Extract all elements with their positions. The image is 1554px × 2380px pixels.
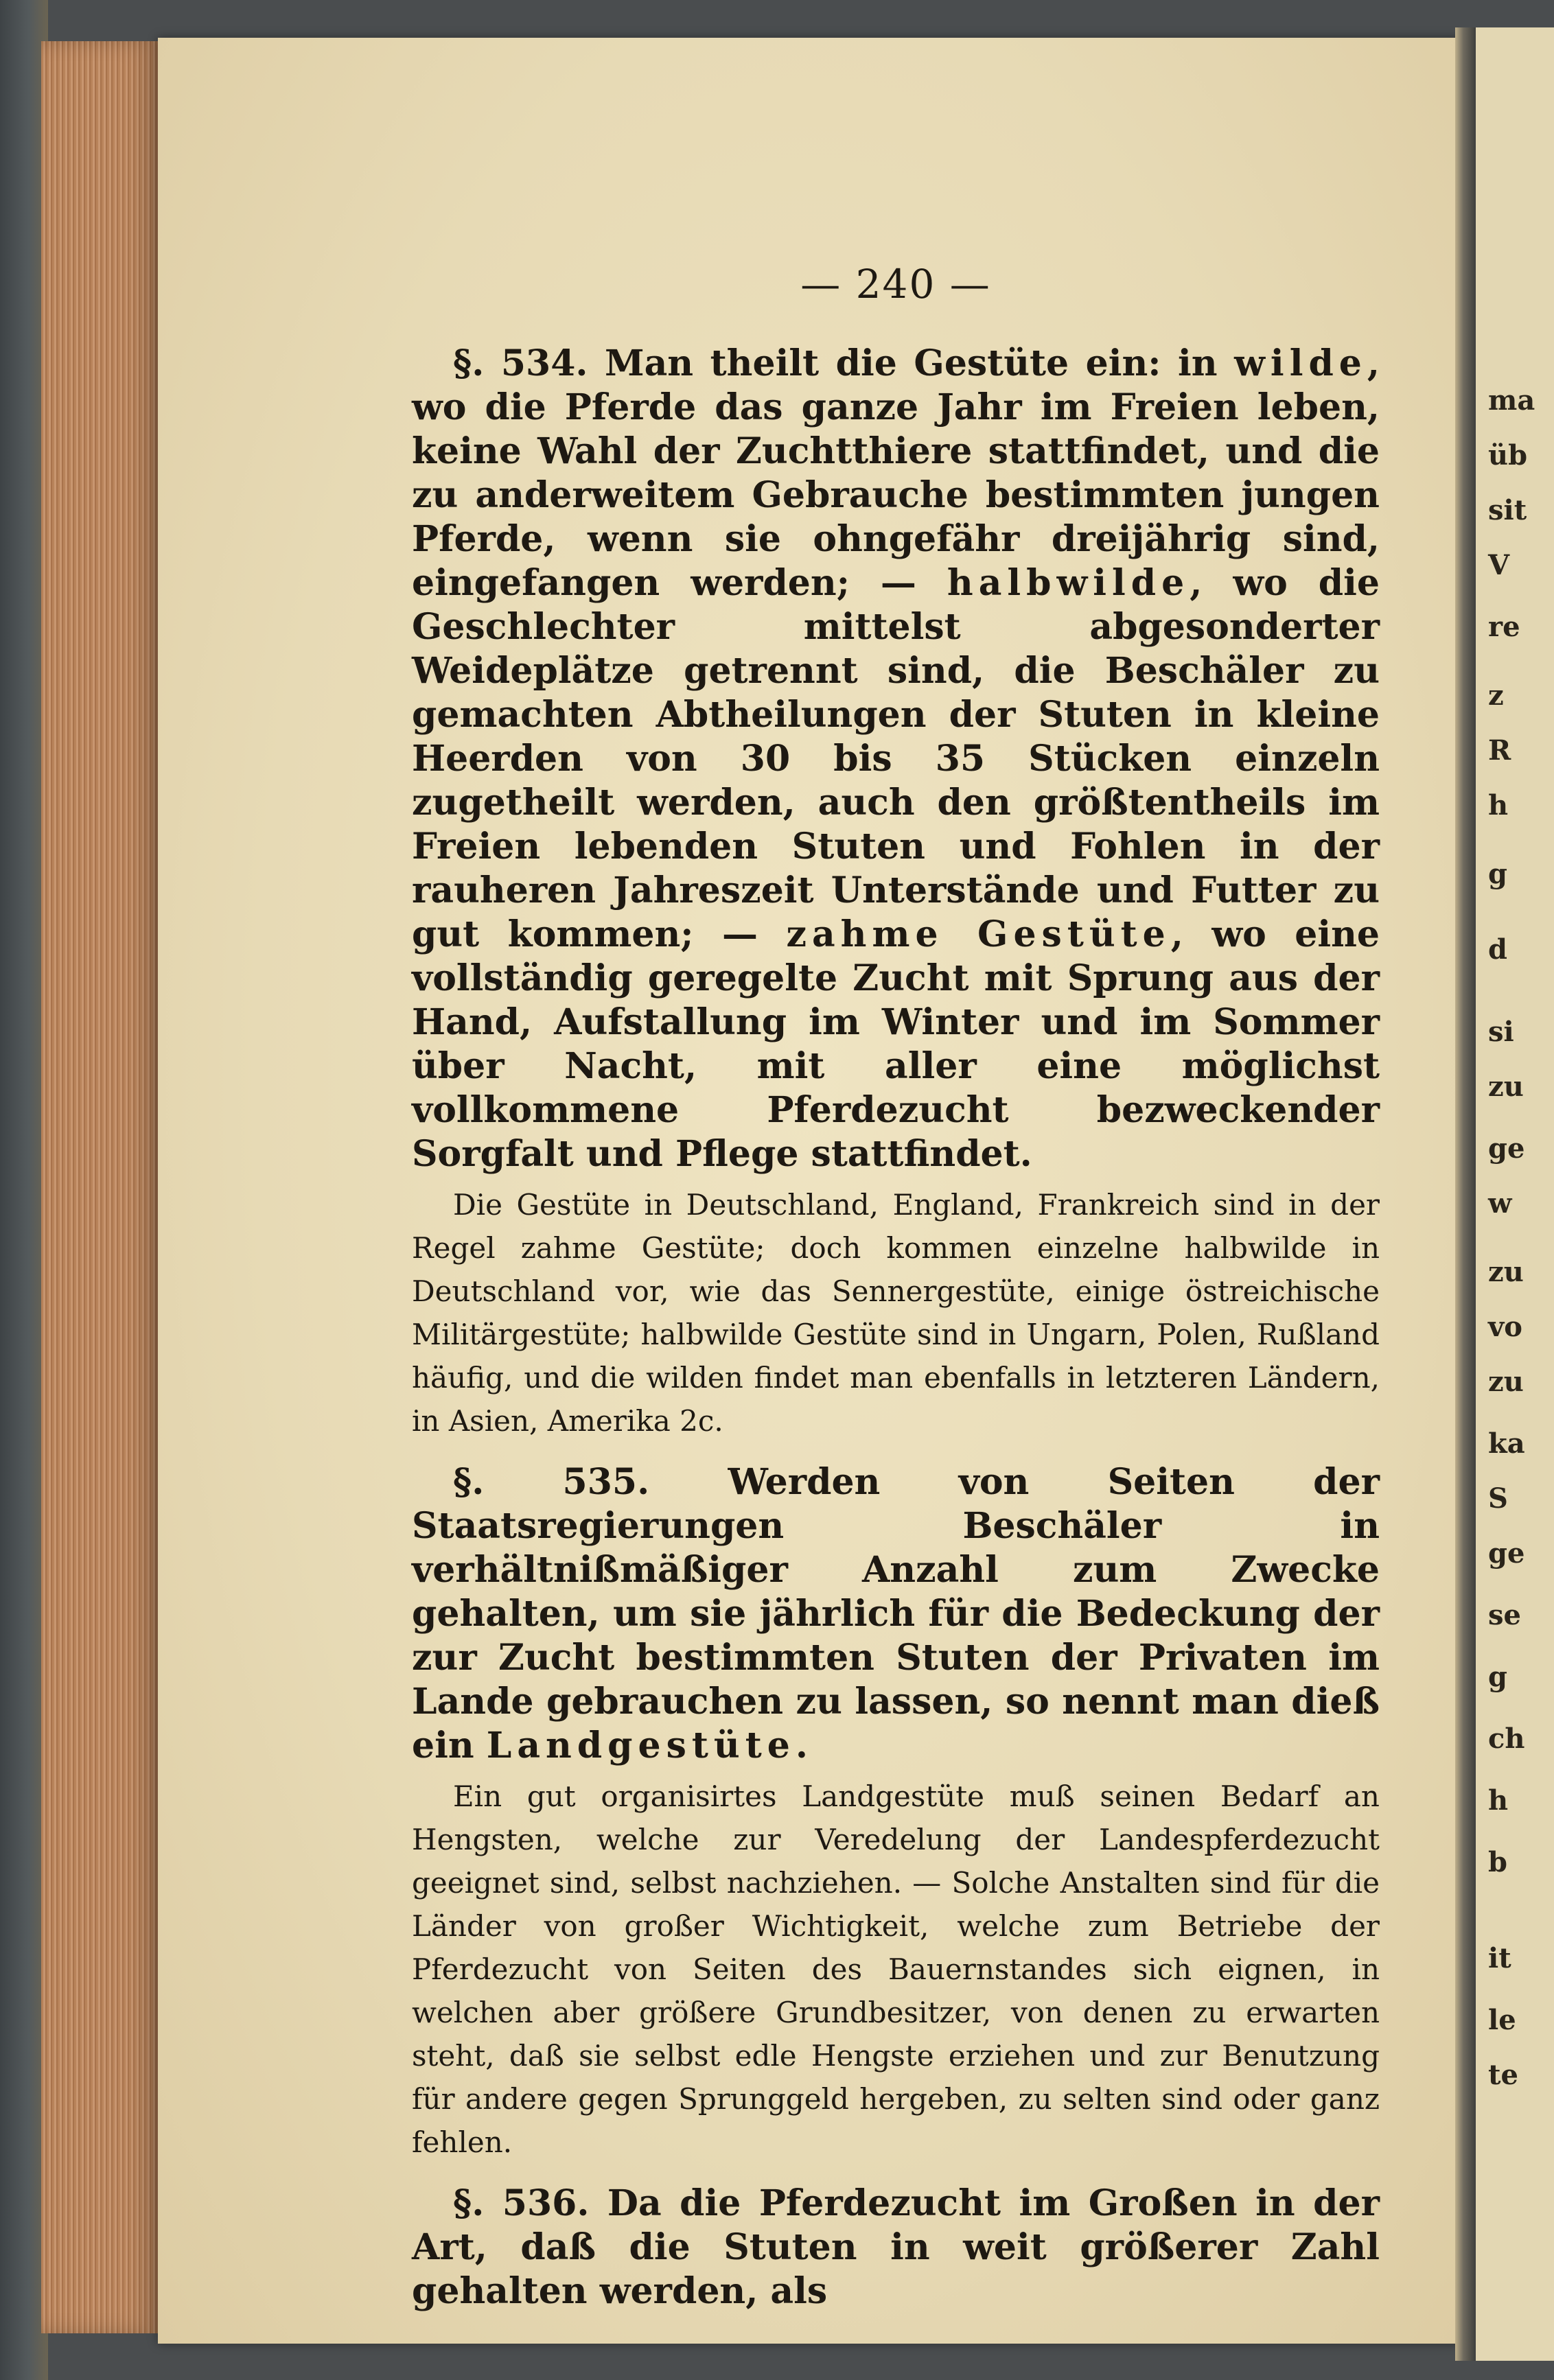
facing-page-text: ge <box>1488 1132 1525 1165</box>
section-paragraph <box>412 1460 1380 1768</box>
emphasized-term: Landgestüte <box>486 1725 796 1766</box>
page-number: — 240 — <box>800 261 991 307</box>
facing-page-text: ma <box>1488 384 1535 417</box>
section-paragraph <box>412 342 1380 1176</box>
facing-page-text: h <box>1488 1784 1509 1817</box>
facing-page-text: sit <box>1488 494 1527 526</box>
facing-page-text: ka <box>1488 1427 1525 1460</box>
facing-page-text: te <box>1488 2059 1518 2091</box>
facing-page-text: le <box>1488 2004 1516 2036</box>
text-run: §. 536. Da die Pferdezucht im Großen in der Art, daß die Stuten in weit größerer Zahl gehalten werden, als <box>412 2182 1380 2312</box>
emphasized-term: wilde <box>1234 342 1367 384</box>
facing-page-text: ge <box>1488 1537 1525 1570</box>
facing-page-text: S <box>1488 1482 1508 1515</box>
page-stack-edge <box>41 41 160 2333</box>
section-paragraph <box>412 2182 1380 2313</box>
text-run: , wo eine vollständig geregelte Zucht mit Sprung aus der Hand, Aufstallung im Winter und im Sommer über Nacht, mit aller eine möglichst vollkommene Pferdezucht bezweckender Sorgfalt und Pflege stattfindet. <box>412 913 1380 1175</box>
facing-page-text: ch <box>1488 1723 1525 1755</box>
text-run: Die Gestüte in Deutschland, England, Frankreich sind in der Regel zahme Gestüte; doch kommen einzelne halbwilde in Deutschland vor, wie das Sennergestüte, einige östreichische Militärgestüte; halbwilde Gestüte sind in Ungarn, Polen, Rußland häufig, und die wilden findet man ebenfalls in letzteren Ländern, in Asien, Amerika 2c. <box>412 1188 1380 1438</box>
facing-page-text: üb <box>1488 439 1528 471</box>
facing-page-text: zu <box>1488 1256 1524 1288</box>
facing-page-text: it <box>1488 1942 1511 1974</box>
book-gutter <box>1455 27 1476 2361</box>
commentary-paragraph <box>412 1183 1380 1443</box>
text-run: , wo die Pferde das ganze Jahr im Freien leben, keine Wahl der Zuchtthiere stattfindet, und die zu anderweitem Gebrauche bestimmten jungen Pferde, wenn sie ohngefähr dreijährig sind, eingefangen werden; — <box>412 342 1380 604</box>
facing-page-text: g <box>1488 858 1507 890</box>
facing-page-text: vo <box>1488 1311 1522 1343</box>
page-content <box>412 261 1380 2320</box>
text-run: . <box>795 1725 808 1766</box>
text-run: Ein gut organisirtes Landgestüte muß seinen Bedarf an Hengsten, welche zur Veredelung der Landespferdezucht geeignet sind, selbst nachziehen. — Solche Anstalten sind für die Länder von großer Wichtigkeit, welche zum Betriebe der Pferdezucht von Seiten des Bauernstandes sich eignen, in welchen aber größere Grundbesitzer, von denen zu erwarten steht, daß sie selbst edle Hengste erziehen und zur Benutzung für andere gegen Sprunggeld hergeben, zu selten sind oder ganz fehlen. <box>412 1780 1380 2159</box>
facing-page-text: b <box>1488 1846 1507 1878</box>
text-run: §. 535. Werden von Seiten der Staatsregierungen Beschäler in verhältnißmäßiger Anzahl zum Zwecke gehalten, um sie jährlich für die Bedeckung der zur Zucht bestimmten Stuten der Privaten im Lande gebrauchen zu lassen, so nennt man dieß ein <box>412 1461 1380 1766</box>
text-run: §. 534. Man theilt die Gestüte ein: in <box>453 342 1235 384</box>
commentary-paragraph <box>412 1775 1380 2164</box>
emphasized-term: zahme Gestüte <box>786 913 1171 955</box>
text-run: , wo die Geschlechter mittelst abgesonderter Weideplätze getrennt sind, die Beschäler zu gemachten Abtheilungen der Stuten in kleine Heerden von 30 bis 35 Stücken einzeln zugetheilt werden, auch den größtentheils im Freien lebenden Stuten und Fohlen in der rauheren Jahreszeit Unterstände und Futter zu gut kommen; — <box>412 562 1380 955</box>
facing-page-text: w <box>1488 1187 1512 1220</box>
facing-page-text: si <box>1488 1016 1514 1048</box>
facing-page-text: V <box>1488 549 1510 581</box>
facing-page-text: g <box>1488 1661 1507 1693</box>
facing-page-text: h <box>1488 789 1509 821</box>
facing-page-text: se <box>1488 1599 1521 1631</box>
emphasized-term: halbwilde <box>947 562 1190 604</box>
facing-page-fragment <box>1476 27 1554 2361</box>
text-body <box>412 342 1380 2313</box>
facing-page-text: R <box>1488 734 1511 767</box>
facing-page-text: d <box>1488 933 1507 966</box>
facing-page-text: zu <box>1488 1071 1524 1103</box>
facing-page-text: re <box>1488 611 1520 643</box>
facing-page-text: zu <box>1488 1366 1524 1398</box>
facing-page-text: z <box>1488 679 1504 712</box>
